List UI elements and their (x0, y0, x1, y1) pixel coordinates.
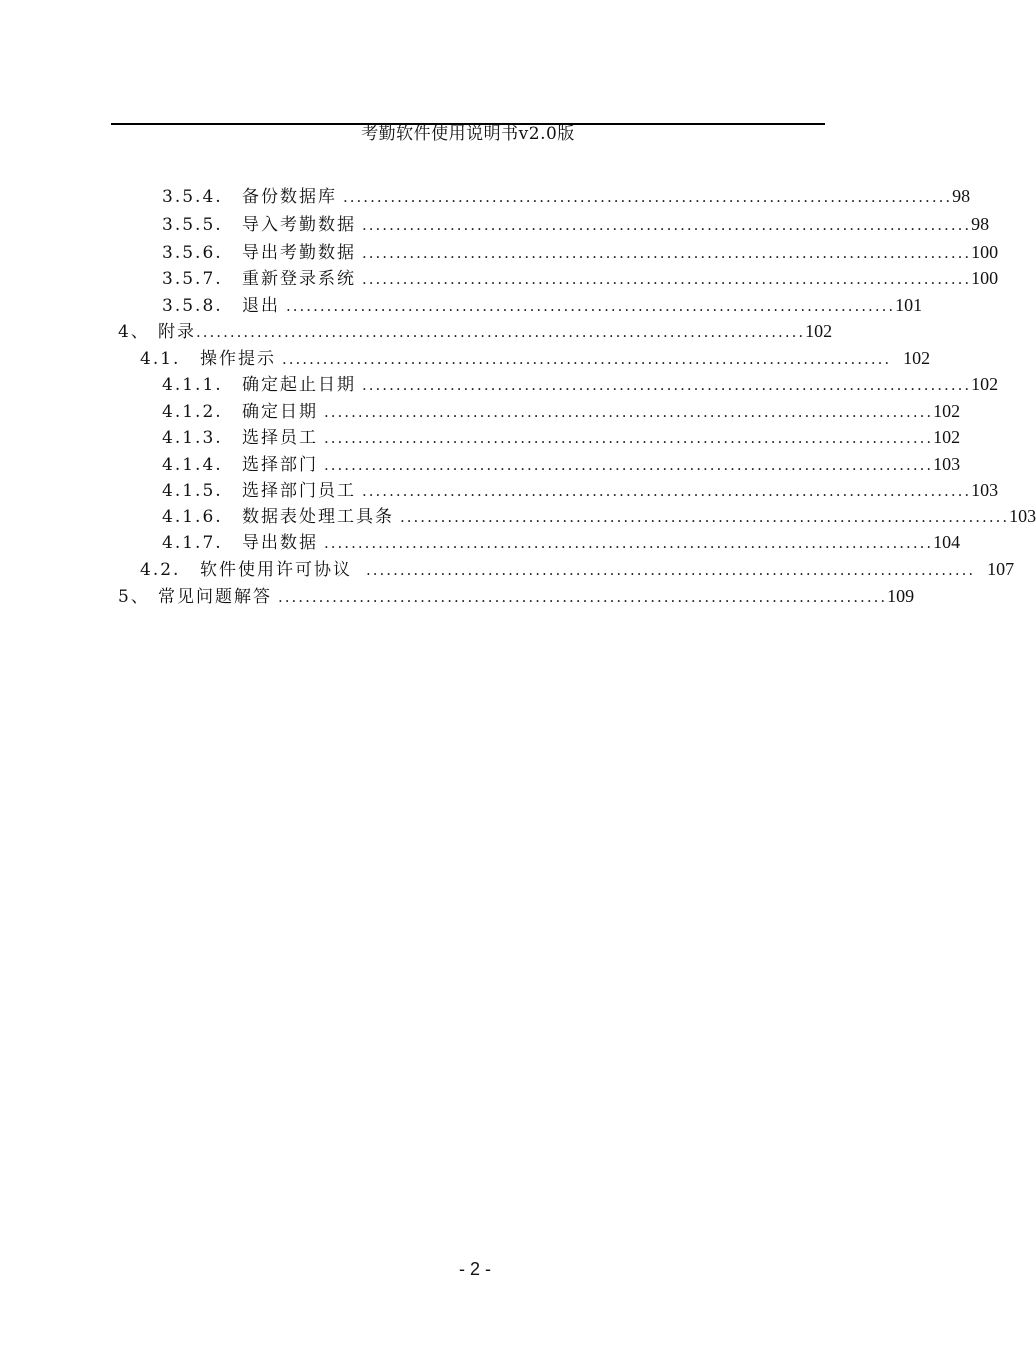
toc-dot-leader: .......................................................................................... (362, 244, 972, 262)
toc-entry-number: 4.1.6. (162, 507, 223, 527)
toc-entry-title: 附录 (158, 322, 196, 342)
toc-entry[interactable] (162, 372, 999, 396)
toc-entry-page: 109 (887, 586, 915, 606)
toc-dot-leader: .......................................................................................... (366, 561, 976, 579)
toc-entry-number: 4.1. (140, 349, 181, 369)
toc-dot-leader: .......................................................................................... (362, 216, 972, 234)
toc-entry[interactable] (162, 184, 971, 208)
toc-entry-number: 4.1.4. (162, 455, 223, 475)
toc-entry-page: 100 (971, 242, 999, 262)
toc-entry-number: 4.2. (140, 560, 181, 580)
toc-entry[interactable] (162, 425, 961, 449)
toc-entry[interactable] (162, 212, 990, 236)
toc-entry-title: 备份数据库 (242, 187, 337, 207)
toc-entry-number: 3.5.7. (162, 269, 223, 289)
toc-entry-page: 100 (971, 268, 999, 288)
toc-entry-title: 确定起止日期 (242, 375, 356, 395)
toc-entry[interactable] (162, 504, 1036, 528)
toc-entry-number: 3.5.5. (162, 215, 223, 235)
toc-dot-leader: .......................................................................................... (324, 429, 934, 447)
toc-entry-page: 107 (987, 559, 1015, 579)
toc-entry-title: 重新登录系统 (242, 269, 356, 289)
toc-dot-leader: .......................................................................................... (278, 588, 888, 606)
page-number: - 2 - (458, 1259, 491, 1279)
toc-dot-leader: .......................................................................................... (362, 270, 972, 288)
toc-dot-leader: .......................................................................................... (286, 297, 896, 315)
toc-entry-title: 退出 (242, 296, 280, 316)
toc-entry-title: 选择部门员工 (242, 481, 356, 501)
toc-entry-page: 102 (805, 321, 833, 341)
toc-dot-leader: .......................................................................................... (324, 534, 934, 552)
toc-dot-leader: .......................................................................................... (343, 188, 953, 206)
toc-dot-leader: .......................................................................................... (400, 508, 1010, 526)
toc-entry-page: 103 (1009, 506, 1036, 526)
toc-entry-number: 4.1.2. (162, 402, 223, 422)
toc-entry-page: 103 (933, 454, 961, 474)
toc-entry[interactable] (118, 584, 915, 608)
toc-entry[interactable] (162, 240, 999, 264)
toc-entry-page: 103 (971, 480, 999, 500)
toc-entry-title: 软件使用许可协议 (200, 560, 352, 580)
toc-entry-title: 确定日期 (242, 402, 318, 422)
toc-entry-number: 4、 (118, 322, 150, 342)
toc-dot-leader: .......................................................................................... (196, 323, 806, 341)
toc-entry[interactable] (118, 319, 833, 343)
toc-entry-number: 4.1.5. (162, 481, 223, 501)
toc-entry-number: 3.5.4. (162, 187, 223, 207)
toc-entry-number: 4.1.7. (162, 533, 223, 553)
toc-dot-leader: .......................................................................................... (282, 350, 892, 368)
toc-entry[interactable] (140, 557, 1015, 581)
toc-entry-title: 选择部门 (242, 455, 318, 475)
toc-entry[interactable] (162, 266, 999, 290)
toc-entry[interactable] (162, 530, 961, 554)
toc-entry[interactable] (162, 399, 961, 423)
toc-dot-leader: .......................................................................................... (362, 482, 972, 500)
toc-dot-leader: .......................................................................................... (362, 376, 972, 394)
toc-entry-number: 4.1.3. (162, 428, 223, 448)
toc-entry-title: 导入考勤数据 (242, 215, 356, 235)
toc-entry-page: 101 (895, 295, 923, 315)
toc-entry-page: 102 (971, 374, 999, 394)
toc-entry-title: 导出考勤数据 (242, 243, 356, 263)
document-header-title: 考勤软件使用说明书v2.0版 (361, 124, 575, 144)
toc-entry-title: 常见问题解答 (158, 587, 272, 607)
toc-entry-title: 数据表处理工具条 (242, 507, 394, 527)
toc-entry-number: 3.5.6. (162, 243, 223, 263)
toc-entry-number: 4.1.1. (162, 375, 223, 395)
toc-entry-number: 3.5.8. (162, 296, 223, 316)
toc-entry-page: 104 (933, 532, 961, 552)
toc-entry-page: 102 (933, 401, 961, 421)
toc-entry[interactable] (162, 293, 923, 317)
toc-entry-number: 5、 (118, 587, 150, 607)
toc-entry[interactable] (162, 478, 999, 502)
toc-entry-page: 98 (952, 186, 971, 206)
toc-entry-title: 操作提示 (200, 349, 276, 369)
toc-entry-title: 选择员工 (242, 428, 318, 448)
toc-dot-leader: .......................................................................................... (324, 403, 934, 421)
toc-dot-leader: .......................................................................................... (324, 456, 934, 474)
toc-entry-page: 102 (903, 348, 931, 368)
toc-entry-page: 98 (971, 214, 990, 234)
toc-entry-title: 导出数据 (242, 533, 318, 553)
toc-entry[interactable] (140, 346, 931, 370)
toc-entry-page: 102 (933, 427, 961, 447)
table-of-contents (0, 0, 1036, 620)
toc-entry[interactable] (162, 452, 961, 476)
